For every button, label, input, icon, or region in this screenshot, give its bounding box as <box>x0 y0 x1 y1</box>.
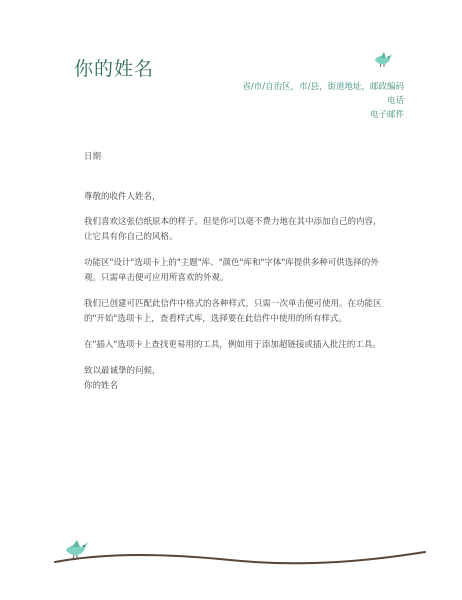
letter-closing: 致以最诚挚的问候， <box>84 366 161 376</box>
bird-icon <box>66 540 88 559</box>
letter-paragraph: 我们喜欢这张信纸原本的样子。但是你可以毫不费力地在其中添加自己的内容，让它具有你自己的风格。 <box>84 217 382 242</box>
branch-with-bird-icon <box>50 532 430 572</box>
contact-email: 电子邮件 <box>369 110 404 120</box>
contact-phone: 电话 <box>386 96 404 106</box>
letter-body <box>84 150 384 394</box>
sender-name: 你的姓名 <box>74 58 155 80</box>
letter-date: 日期 <box>84 152 102 162</box>
closing-block <box>84 364 384 394</box>
letter-paragraph: 在"插入"选项卡上查找更易用的工具，例如用于添加超链接或插入批注的工具。 <box>84 340 381 350</box>
contact-address: 省/市/自治区，市/县，街道地址，邮政编码 <box>242 82 404 92</box>
bird-icon <box>372 50 396 68</box>
letter-salutation: 尊敬的收件人姓名， <box>84 192 161 202</box>
branch-line <box>55 552 425 563</box>
letter-paragraph: 我们已创建可匹配此信件中格式的各种样式，只需一次单击便可使用。在功能区的"开始"选项卡上，查看样式库，选择要在此信件中使用的所有样式。 <box>84 299 382 324</box>
letter-signature: 你的姓名 <box>84 381 119 391</box>
contact-block <box>242 80 404 122</box>
letter-paragraph: 功能区"设计"选项卡上的"主题"库、"颜色"库和"字体"库提供多种可供选择的外观。只需单击便可应用所喜欢的外观。 <box>84 258 379 283</box>
